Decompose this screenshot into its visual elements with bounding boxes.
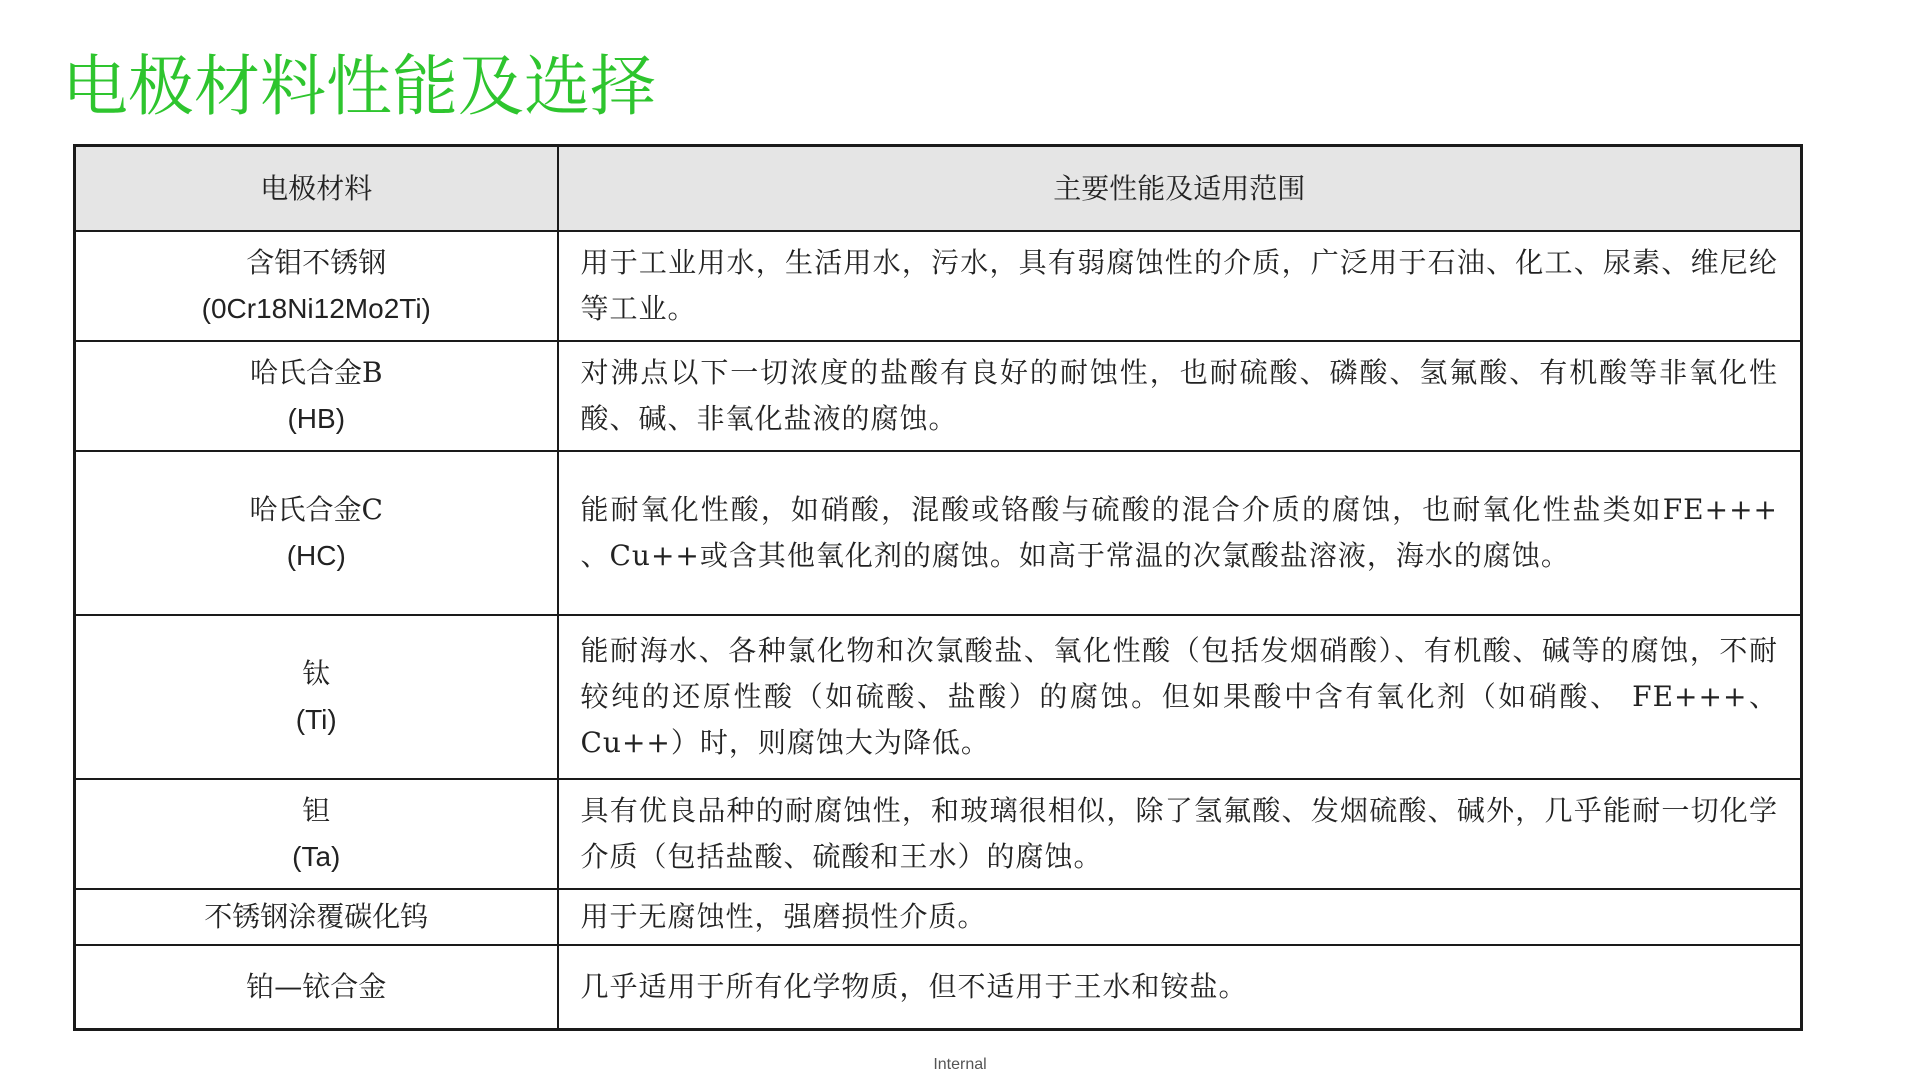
material-code: (HB) <box>287 403 346 434</box>
description-cell: 用于工业用水，生活用水，污水，具有弱腐蚀性的介质，广泛用于石油、化工、尿素、维尼纶等工业。 <box>558 231 1802 341</box>
material-cell <box>75 231 558 341</box>
material-cell <box>75 615 558 779</box>
description-cell: 能耐氧化性酸，如硝酸，混酸或铬酸与硫酸的混合介质的腐蚀，也耐氧化性盐类如FE+++ 、Cu++或含其他氧化剂的腐蚀。如高于常温的次氯酸盐溶液，海水的腐蚀。 <box>558 451 1802 615</box>
table-row <box>75 615 1802 779</box>
material-code: (HC) <box>286 540 346 571</box>
material-name: 铂—铱合金 <box>246 969 387 1003</box>
description-cell: 能耐海水、各种氯化物和次氯酸盐、氧化性酸（包括发烟硝酸）、有机酸、碱等的腐蚀，不耐较纯的还原性酸（如硫酸、盐酸）的腐蚀。但如果酸中含有氧化剂（如硝酸、 FE+++、Cu++）时，则腐蚀大为降低。 <box>558 615 1802 779</box>
column-header-description: 主要性能及适用范围 <box>558 146 1802 232</box>
material-cell <box>75 779 558 889</box>
description-cell: 几乎适用于所有化学物质，但不适用于王水和铵盐。 <box>558 945 1802 1029</box>
material-name: 哈氏合金C <box>249 493 383 526</box>
table-row <box>75 231 1802 341</box>
table-header-row <box>75 146 1802 232</box>
material-cell <box>75 451 558 615</box>
material-cell <box>75 945 558 1029</box>
page-title: 电极材料性能及选择 <box>62 48 656 125</box>
material-name: 哈氏合金B <box>249 356 383 389</box>
table-row <box>75 779 1802 889</box>
description-cell: 用于无腐蚀性，强磨损性介质。 <box>558 889 1802 945</box>
table-row <box>75 945 1802 1029</box>
material-name: 不锈钢涂覆碳化钨 <box>204 900 429 933</box>
footer-label: Internal <box>933 1056 987 1073</box>
table-row <box>75 889 1802 945</box>
table-row <box>75 451 1802 615</box>
material-cell <box>75 889 558 945</box>
material-name: 钛 <box>302 657 331 690</box>
description-cell: 对沸点以下一切浓度的盐酸有良好的耐蚀性，也耐硫酸、磷酸、氢氟酸、有机酸等非氧化性酸、碱、非氧化盐液的腐蚀。 <box>558 341 1802 451</box>
material-name: 含钼不锈钢 <box>246 246 387 279</box>
material-code: (Ta) <box>292 841 341 872</box>
material-code: (Ti) <box>295 704 337 735</box>
material-code: (0Cr18Ni12Mo2Ti) <box>201 293 431 324</box>
material-cell <box>75 341 558 451</box>
table-row <box>75 341 1802 451</box>
description-cell: 具有优良品种的耐腐蚀性，和玻璃很相似，除了氢氟酸、发烟硫酸、碱外，几乎能耐一切化学介质（包括盐酸、硫酸和王水）的腐蚀。 <box>558 779 1802 889</box>
column-header-material: 电极材料 <box>75 146 558 232</box>
materials-table <box>73 144 1803 1031</box>
material-name: 钽 <box>302 794 331 827</box>
